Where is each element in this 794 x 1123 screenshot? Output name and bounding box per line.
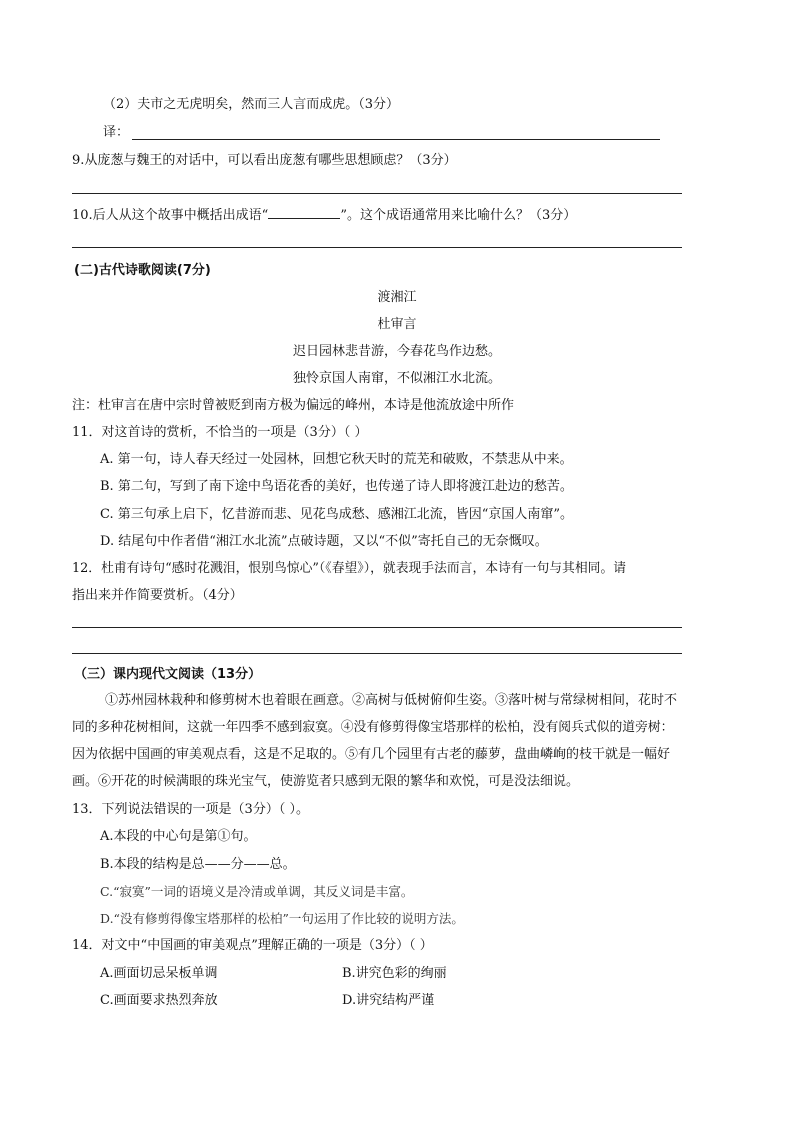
poem-note: 注：杜审言在唐中宗时曾被贬到南方极为偏远的峰州，本诗是他流放途中所作	[72, 398, 515, 413]
answer-line[interactable]	[72, 653, 682, 654]
q10-text-before: 10.后人从这个故事中概括出成语“	[72, 208, 269, 223]
answer-line[interactable]	[72, 193, 682, 194]
section-heading: （三）课内现代文阅读（13分）	[74, 667, 262, 682]
section-heading: (二)古代诗歌阅读(7分)	[74, 263, 211, 278]
option-item[interactable]: C. 第三句承上启下，忆昔游而悲、见花鸟成愁、感湘江北流，皆因“京国人南窜”。	[100, 507, 574, 522]
option-item[interactable]: B.本段的结构是总——分——总。	[100, 857, 296, 872]
translate-label: 译：	[103, 125, 130, 140]
idiom-blank[interactable]	[268, 205, 340, 219]
q13-question: 13．下列说法错误的一项是（3分）（ ）。	[72, 802, 309, 817]
q12-question: 12．杜甫有诗句“感时花溅泪，恨别鸟惊心”（《春望》），就表现手法而言，本诗有一句与其相同。请	[72, 561, 627, 576]
option-item[interactable]: D. 结尾句中作者借“湘江水北流”点破诗题，又以“不似”寄托自己的无奈慨叹。	[100, 534, 548, 549]
q8-item2: （2）夫市之无虎明矣，然而三人言而成虎。（3分）	[103, 97, 400, 112]
option-item[interactable]: A. 第一句，诗人春天经过一处园林，回想它秋天时的荒芜和破败，不禁悲从中来。	[100, 452, 573, 467]
option-item[interactable]: D.讲究结构严谨	[342, 993, 435, 1008]
option-item[interactable]: B.讲究色彩的绚丽	[342, 966, 447, 981]
q11-question: 11．对这首诗的赏析，不恰当的一项是（3分）（ ）	[72, 425, 368, 440]
answer-line[interactable]	[132, 139, 660, 140]
poem-line: 独怜京国人南窜，不似湘江水北流。	[292, 371, 501, 386]
option-item[interactable]: C.“寂寞”一词的语境义是冷清或单调，其反义词是丰富。	[100, 884, 414, 899]
option-item[interactable]: B. 第二句，写到了南下途中鸟语花香的美好，也传递了诗人即将渡江赴边的愁苦。	[100, 479, 573, 494]
q12-question-cont: 指出来并作简要赏析。（4分）	[72, 588, 243, 603]
q10-text-after: ”。这个成语通常用来比喻什么？（3分）	[340, 208, 577, 223]
passage-line: 画。⑥开花的时候满眼的珠光宝气，使游览者只感到无限的繁华和欢悦，可是没法细说。	[72, 774, 580, 789]
answer-line[interactable]	[72, 627, 682, 628]
option-item[interactable]: C.画面要求热烈奔放	[100, 993, 218, 1008]
q14-question: 14．对文中“中国画的审美观点”理解正确的一项是（3分）（ ）	[72, 938, 433, 953]
passage-line: ①苏州园林栽种和修剪树木也着眼在画意。②高树与低树俯仰生姿。③落叶树与常绿树相间，花时不	[105, 693, 678, 708]
passage-line: 因为依据中国画的审美观点看，这是不足取的。⑤有几个园里有古老的藤萝，盘曲嶙峋的枝干就是一幅好	[72, 747, 671, 762]
q10-question	[72, 205, 576, 225]
q9-question: 9.从庞葱与魏王的对话中，可以看出庞葱有哪些思想顾虑？（3分）	[72, 153, 457, 168]
option-item[interactable]: A.本段的中心句是第①句。	[100, 829, 257, 844]
poem-author: 杜审言	[377, 317, 417, 332]
option-item[interactable]: D.“没有修剪得像宝塔那样的松柏”一句运用了作比较的说明方法。	[100, 911, 464, 926]
answer-line[interactable]	[72, 247, 682, 248]
passage-line: 同的多种花树相间，这就一年四季不感到寂寞。④没有修剪得像宝塔那样的松柏，没有阅兵式似的道旁树：	[72, 720, 674, 735]
option-item[interactable]: A.画面切忌呆板单调	[100, 966, 218, 981]
poem-title: 渡湘江	[377, 290, 417, 305]
poem-line: 迟日园林悲昔游，今春花鸟作边愁。	[292, 344, 501, 359]
